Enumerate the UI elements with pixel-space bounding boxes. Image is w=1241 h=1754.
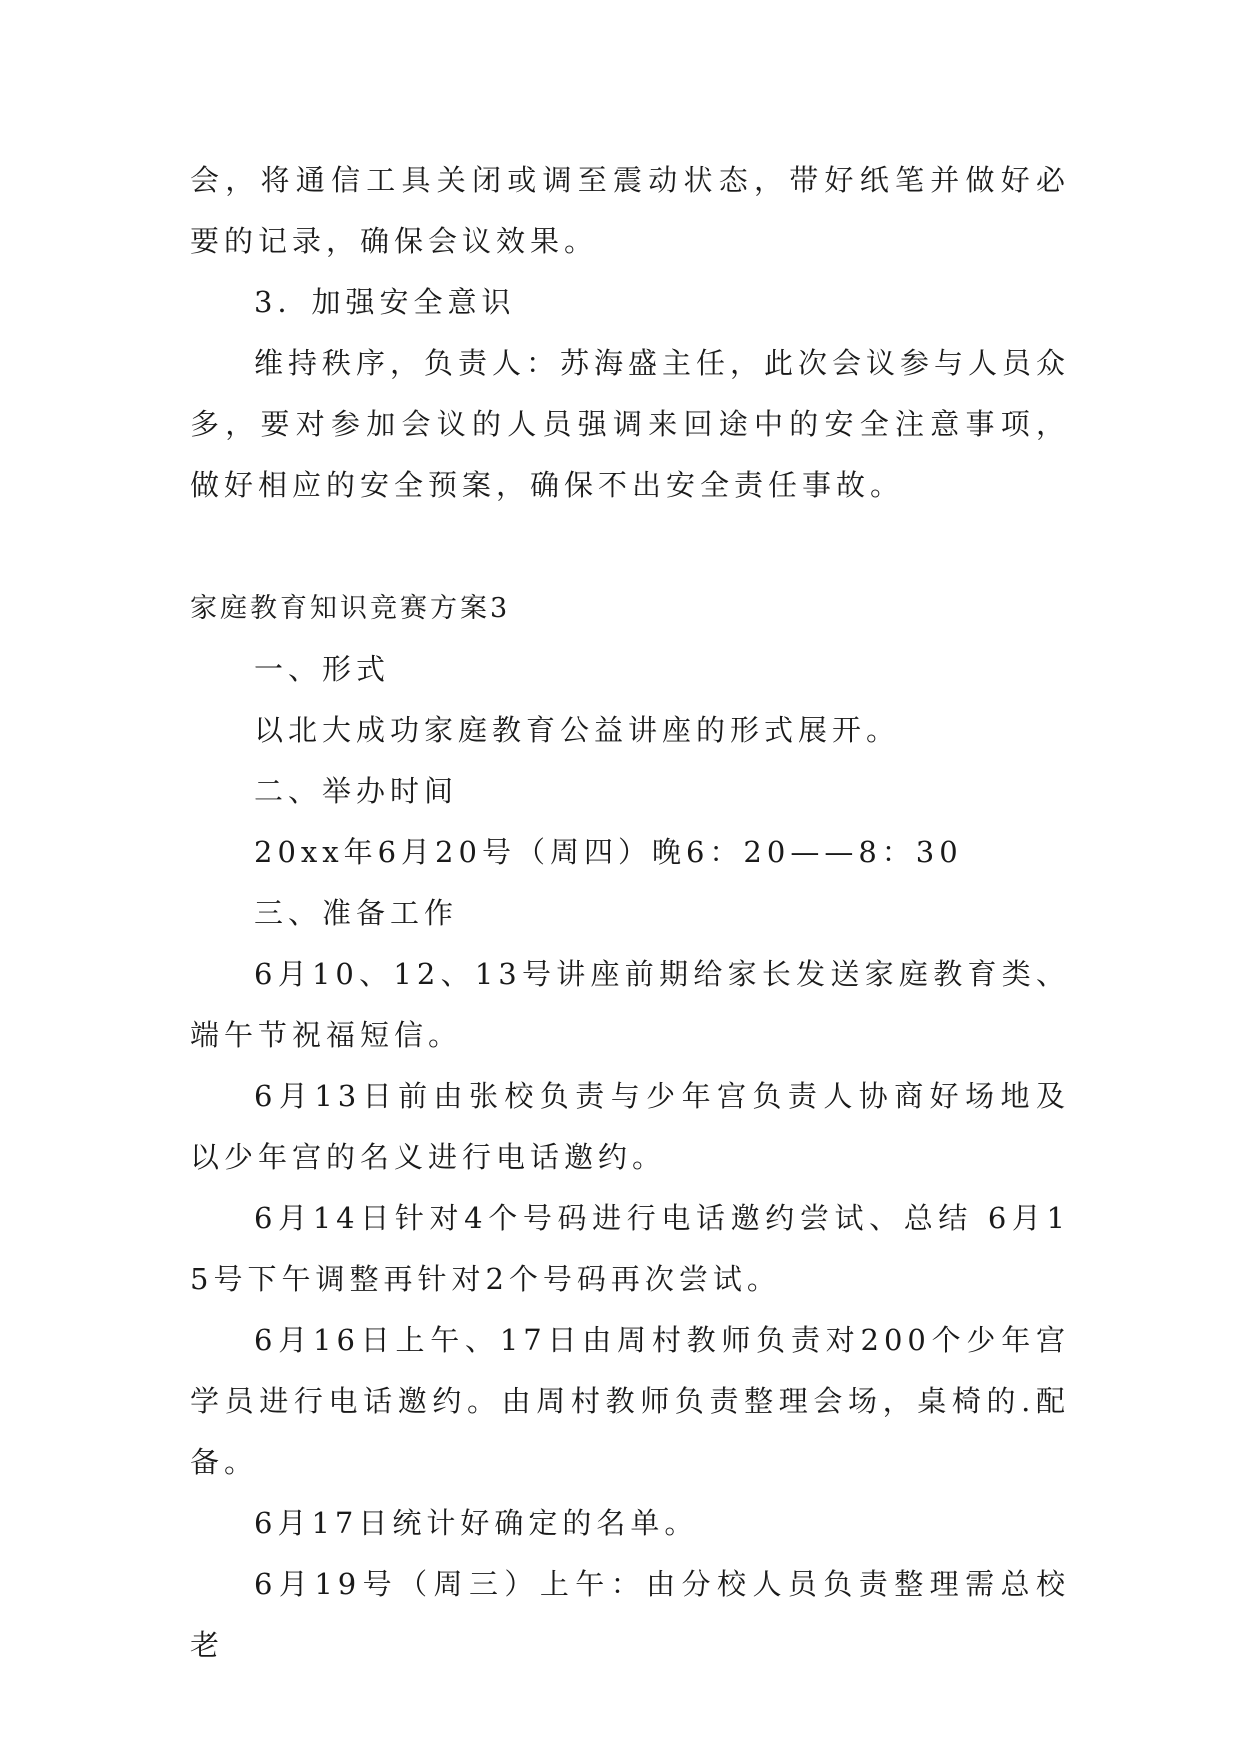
paragraph-form: 以北大成功家庭教育公益讲座的形式展开。 [254,713,901,747]
heading-time: 二、举办时间 [254,774,459,808]
paragraph-sms: 6月10、12、13号讲座前期给家长发送家庭教育类、端午节祝福短信。 [190,957,1070,1052]
paragraph-student-calls: 6月16日上午、17日由周村教师负责对200个少年宫学员进行电话邀约。由周村教师负责整理会场，桌椅的.配备。 [190,1323,1070,1479]
paragraph-trial-calls: 6月14日针对4个号码进行电话邀约尝试、总结 6月15号下午调整再针对2个号码再次尝试。 [190,1201,1070,1296]
heading-safety-awareness: 3．加强安全意识 [254,285,516,319]
paragraph-namelist: 6月17日统计好确定的名单。 [254,1506,699,1540]
paragraph-branch-prep: 6月19号（周三）上午：由分校人员负责整理需总校老 [190,1567,1070,1662]
paragraph-time: 20xx年6月20号（周四）晚6：20——8：30 [254,835,963,869]
paragraph-safety-order: 维持秩序，负责人：苏海盛主任，此次会议参与人员众多，要对参加会议的人员强调来回途中的安全注意事项，做好相应的安全预案，确保不出安全责任事故。 [190,346,1071,502]
paragraph-venue: 6月13日前由张校负责与少年宫负责人协商好场地及以少年宫的名义进行电话邀约。 [190,1079,1070,1174]
document-page [190,150,1070,1676]
heading-form: 一、形式 [254,652,391,686]
section-spacer [190,516,1070,578]
paragraph-meeting-conduct: 会，将通信工具关闭或调至震动状态，带好纸笔并做好必要的记录，确保会议效果。 [190,163,1070,258]
section-title: 家庭教育知识竞赛方案3 [190,593,511,624]
heading-preparation: 三、准备工作 [254,896,459,930]
